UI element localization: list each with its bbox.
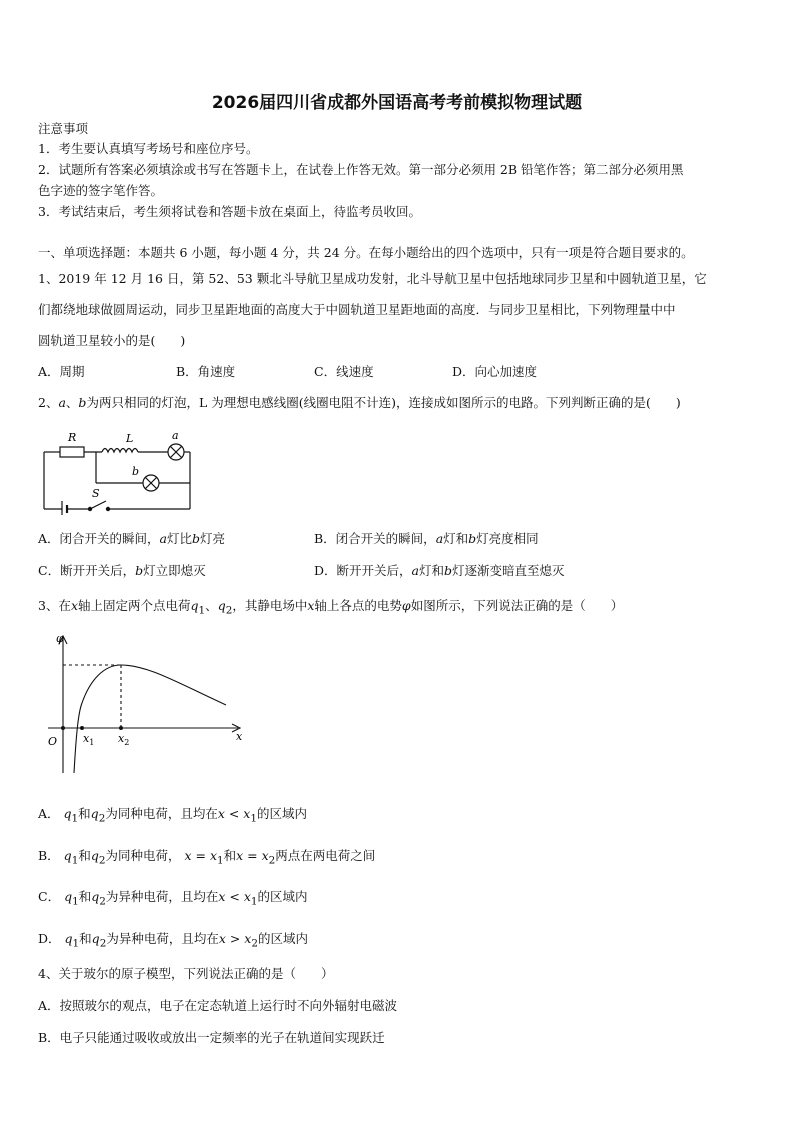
var-b: b <box>444 563 453 578</box>
var-q: q <box>64 931 73 946</box>
question-2-option-a <box>38 531 225 547</box>
question-1-line: 1、2019 年 12 月 16 日，第 52、53 颗北斗导航卫星成功发射，北斗导航卫星中包括地球同步卫星和中圆轨道卫星，它 <box>38 271 707 286</box>
question-2-option-b <box>314 531 539 547</box>
opt-text: D．断开开关后， <box>314 563 412 578</box>
var-a: a <box>411 563 419 578</box>
opt-text: 的区域内 <box>257 889 308 904</box>
label-origin: O <box>48 735 58 748</box>
opt-text: 和 <box>78 889 92 904</box>
question-1-line: 圆轨道卫星较小的是( ) <box>38 333 186 348</box>
question-3-option-c <box>38 889 308 910</box>
condition: x < x <box>217 806 251 821</box>
label-a: a <box>172 429 179 442</box>
var-x: x <box>307 598 315 613</box>
opt-text: C．断开开关后， <box>38 563 136 578</box>
notice-item: 1．考生要认真填写考场号和座位序号。 <box>38 141 259 156</box>
potential-curve <box>74 665 226 773</box>
opt-text: 为同种电荷，且均在 <box>105 806 218 821</box>
var-q: q <box>91 889 100 904</box>
var-q: q <box>91 931 100 946</box>
var-q: q <box>90 848 99 863</box>
opt-text: 灯逐渐变暗直至熄灭 <box>452 563 565 578</box>
label-l: L <box>126 432 134 445</box>
question-3-option-b <box>38 848 375 869</box>
switch-s <box>90 501 106 509</box>
sub: 1 <box>71 854 79 867</box>
sub: 2 <box>225 604 233 617</box>
notice-heading: 注意事项 <box>38 121 89 136</box>
question-2-option-d <box>314 563 565 579</box>
question-2-option-c <box>38 563 206 579</box>
opt-text: 灯亮 <box>200 531 226 546</box>
var-b: b <box>135 563 144 578</box>
opt-text: 的区域内 <box>256 806 307 821</box>
var-q: q <box>63 806 72 821</box>
label-x: x <box>236 730 243 743</box>
question-1-option-b: B．角速度 <box>176 364 236 379</box>
var-q: q <box>63 848 72 863</box>
opt-text: 灯立即熄灭 <box>143 563 206 578</box>
condition: x < x <box>218 889 251 904</box>
opt-text: 为异种电荷，且均在 <box>105 889 219 904</box>
label-phi: φ <box>56 632 64 645</box>
page-title: 2026届四川省成都外国语高考考前模拟物理试题 <box>211 93 583 113</box>
label-x2: $x_2$ <box>118 732 130 747</box>
q3-text: ，其静电场中 <box>232 598 308 613</box>
opt-text: 的区域内 <box>257 931 308 946</box>
opt-text: 为异种电荷，且均在 <box>106 931 219 946</box>
opt-text: A． <box>38 806 60 821</box>
opt-text: A．闭合开关的瞬间， <box>38 531 160 546</box>
var-b: b <box>192 531 201 546</box>
sub: 2 <box>99 895 106 908</box>
sub: 1 <box>198 604 206 617</box>
label-b: b <box>132 465 140 478</box>
opt-text: C． <box>38 889 61 904</box>
sub: 2 <box>268 854 276 867</box>
sub: 2 <box>251 937 258 950</box>
var-b: b <box>468 531 477 546</box>
var-a: a <box>58 395 66 410</box>
var-a: a <box>159 531 167 546</box>
question-1-option-a: A．周期 <box>38 364 85 379</box>
question-1-option-d: D．向心加速度 <box>452 364 538 379</box>
q3-text: 轴上各点的电势 <box>314 598 402 613</box>
q3-text: 、 <box>205 598 218 613</box>
notice-item: 色字迹的签字笔作答。 <box>38 183 164 198</box>
question-1-option-c: C．线速度 <box>314 364 374 379</box>
question-1-line: 们都绕地球做圆周运动，同步卫星距地面的高度大于中圆轨道卫星距地面的高度．与同步卫星相比，下列物理量中中 <box>38 302 676 317</box>
opt-text: 和 <box>79 931 92 946</box>
notice-item: 2．试题所有答案必须填涂或书写在答题卡上，在试卷上作答无效。第一部分必须用 2B 铅笔作答；第二部分必须用黑 <box>38 162 684 177</box>
var-a: a <box>435 531 444 546</box>
opt-text: 灯和 <box>443 531 469 546</box>
sub: 1 <box>250 895 258 908</box>
var-phi: φ <box>401 598 411 613</box>
var-b: b <box>78 395 87 410</box>
sub: 2 <box>98 854 106 867</box>
label-r: R <box>68 431 77 444</box>
sub: 2 <box>99 937 107 950</box>
question-4-stem: 4、关于玻尔的原子模型，下列说法正确的是（ ） <box>38 966 334 981</box>
condition: x = x <box>236 848 269 863</box>
notice-item: 3．考试结束后，考生须将试卷和答题卡放在桌面上，待监考员收回。 <box>38 204 421 219</box>
label-s: S <box>92 487 100 500</box>
circuit-diagram <box>38 425 198 515</box>
sub: 1 <box>71 812 79 825</box>
section-heading: 一、单项选择题：本题共 6 小题，每小题 4 分，共 24 分。在每小题给出的四个选项中，只有一项是符合题目要求的。 <box>38 245 694 260</box>
sub: 1 <box>217 854 224 867</box>
sub: 1 <box>72 937 80 950</box>
opt-text: 两点在两电荷之间 <box>275 848 376 863</box>
question-4-option-b: B．电子只能通过吸收或放出一定频率的光子在轨道间实现跃迁 <box>38 1030 385 1045</box>
q3-text: 3、在 <box>38 598 71 613</box>
condition: x = x <box>184 848 217 863</box>
resistor-r <box>60 447 84 457</box>
sub: 1 <box>72 895 79 908</box>
q3-text: 如图所示，下列说法正确的是（ ） <box>410 598 624 613</box>
opt-text: 灯和 <box>418 563 444 578</box>
inductor-l <box>102 449 138 453</box>
question-3-option-d <box>38 931 308 952</box>
opt-text: 灯比 <box>166 531 192 546</box>
condition: x > x <box>218 931 252 946</box>
q2-prefix: 2、 <box>38 395 59 410</box>
opt-text: 和 <box>78 848 91 863</box>
opt-text: B． <box>38 848 60 863</box>
opt-text: B．闭合开关的瞬间， <box>314 531 436 546</box>
var-q: q <box>90 806 99 821</box>
q2-sep: 、 <box>65 395 79 410</box>
q2-stem-text: 为两只相同的灯泡，L 为理想电感线圈(线圈电阻不计连)，连接成如图所示的电路。下列判断正确的是( ) <box>86 395 681 410</box>
var-q: q <box>190 598 199 613</box>
opt-text: 灯亮度相同 <box>476 531 539 546</box>
var-q: q <box>217 598 226 613</box>
question-4-option-a: A．按照玻尔的观点，电子在定态轨道上运行时不向外辐射电磁波 <box>38 998 398 1013</box>
sub: 1 <box>250 812 257 825</box>
sub: 2 <box>98 812 106 825</box>
question-3-stem <box>38 598 623 619</box>
q3-text: 轴上固定两个点电荷 <box>78 598 191 613</box>
opt-text: 和 <box>78 806 91 821</box>
label-x1: $x_1$ <box>83 732 95 747</box>
opt-text: D． <box>38 931 61 946</box>
potential-graph <box>38 628 258 778</box>
var-q: q <box>64 889 73 904</box>
opt-text: 为同种电荷， <box>105 848 181 863</box>
question-2-stem <box>38 395 681 411</box>
opt-text: 和 <box>223 848 237 863</box>
question-3-option-a <box>38 806 307 827</box>
var-x: x <box>70 598 79 613</box>
